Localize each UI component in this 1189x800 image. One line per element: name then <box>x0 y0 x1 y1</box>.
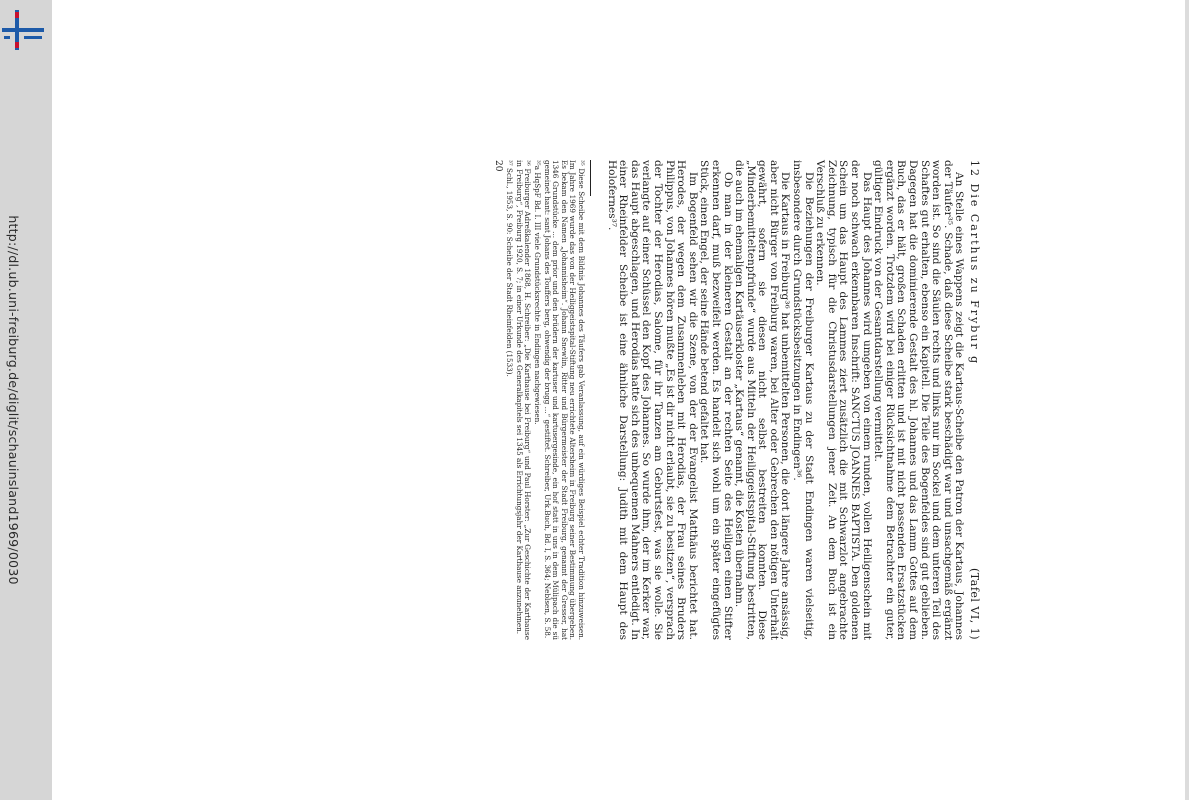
paragraph: Die Kartaus in Freiburg³⁶ hat unbemittelten Personen, die dort längere Jahre ansässig, aber nicht Bürger von Freiburg waren, bei Alter oder Gebrechen den nötigen Unterhalt gewährt, sofern sie diesen nicht selbst bestreiten konnten. Diese „Minderbemitteltenpfründe“ wurde aus Mitteln der Heiliggeistspital-Stiftung bestritten, die auch im ehemaligen Kartäuserkloster „Kartaus“ genannt, die Kosten übernahm. <box>733 160 792 640</box>
watermark-url[interactable]: http://dl.ub.uni-freiburg.de/diglit/schauinsland1969/0030 <box>6 215 21 585</box>
plate-reference: (Tafel VI, 1) <box>968 567 981 640</box>
paragraph: Ob man in der kleineren Gestalt an der rechten Seite des Heiligen einen Stifter erkennen darf, muß bezweifelt werden. Es handelt sich wohl um ein später eingefügtes Stück, einen Engel, der seine Hände betend gefaltet hat. <box>698 160 734 640</box>
university-logo-icon <box>2 10 44 50</box>
viewer-sidebar <box>0 0 52 800</box>
running-head-title: 12 Die Carthus zu Frybur g <box>968 160 981 366</box>
paragraph: Das Haupt des Johannes wird umgeben von einem runden, vollen Heiligenschein mit der noch schwach erkennbaren Inschrift: SANCTUS JOANNES BAPTISTA. Den goldenen Schein um das Haupt des Lammes ziert zusätzlich die mit Schwarzlot angebrachte Zeichnung, typisch für die Christusdarstellungen jener Zeit. An dem Buch ist ein Verschluß zu erkennen. <box>814 160 873 640</box>
footnote-divider <box>590 160 591 196</box>
paragraph: An Stelle eines Wappens zeigt die Kartaus-Scheibe den Patron der Kartaus, Johannes der Täufer³⁵. Schade, daß diese Scheibe stark beschädigt war und unsachgemäß ergänzt worden ist. So sind die Säulen rechts und links nur im Sockel und dem unteren Teil des Schaftes gut erhalten, ebenso ein Kapitell. Die Teile des Bogenfeldes sind gut geblieben. Dagegen hat die dominierende Gestalt des hl. Johannes und das Lamm Gottes auf dem Buch, das er hält, großen Schaden erlitten und ist mit nicht passenden Ersatzstücken ergänzt worden. Trotzdem wird bei einiger Rücksichtnahme dem Betrachter ein guter, gültiger Eindruck von der Gesamtdarstellung vermittelt. <box>872 160 966 640</box>
scanned-page <box>250 160 980 640</box>
watermark-owner <box>0 215 3 584</box>
footnote: ³⁶ Freiburger Adreßkalender 1868, H. Schreiber: „Die Karthause bei Freiburg“ und Paul Horster: „Zur Geschichte der Karthause in Freiburg“, Freiburg 1920, S. 7; in einer Urkunde des Generalkapitels sei 1345 als Errichtungsjahr der Karthause anzunehmen. <box>514 160 533 640</box>
page-edge <box>1185 0 1189 800</box>
footnote: ³⁵ Diese Scheibe mit dem Bildnis Johannes des Täufers gab Veranlassung, auf ein würdiges Beispiel echter Tradition hinzuweisen. Im Jahre 1969 wurde das von der Heiliggeistspital-Stiftung neu errichtete Altersheim in Freiburg seiner Bestimmung übergeben. Es bekam den Namen „Johannisheim“. Johann Snewlin, Ritter und Bürgermeister der Stadt Freiburg, genannt der Gresser, hat 1346 Grundstücke ... dem prior und den brüdern der kartuser und kartusergesinde, ein hof statt in uns in dem Mülipach die sü gemeinet hant: sant Johans des Touffers berg, ohwendig der brugg ...“ gestiftet. Schreiber, Urk.Buch, Bd. I, S. 364; Neblsen, S. 58. <box>542 160 586 640</box>
footnote: ³⁷ Schl., 1953, S. 90: Scheibe der Stadt Rheinfelden (1533). <box>505 160 515 377</box>
footnote: ³⁵a HqSpF Bd. I. III viele Grundstücksrechte in Endingen nachgewiesen. <box>533 160 543 425</box>
paragraph: Die Beziehungen der Freiburger Kartaus zu der Stadt Endingen waren vielseitig, insbesondere durch Grundstücksbesitzungen in Endingen³⁶. <box>791 160 815 640</box>
running-head <box>968 160 980 640</box>
paragraph: Im Bogenfeld sehen wir die Szene, von der der Evangelist Matthäus berichtet hat. Herodes, der wegen dem Zusammenleben mit Herodias, der Frau seines Bruders Philippus, von Johannes hören mußte „Es ist dir nicht erlaubt, sie zu besitzen“, versprach der Tochter der Herodias, Salome, für ihr Tanzen am Geburtsfest, was sie wolle. Sie verlangte auf einer Schüssel den Kopf des Johannes. So wurde ihm, der im Kerker war, das Haupt abgeschlagen, und Herodias hatte sich des unbequemen Mahners entledigt. In einer Rheinfelder Scheibe ist eine ähnliche Darstellung: Judith mit dem Haupt des Holofernes³⁷. <box>605 160 699 640</box>
page-number: 20 <box>492 160 503 172</box>
